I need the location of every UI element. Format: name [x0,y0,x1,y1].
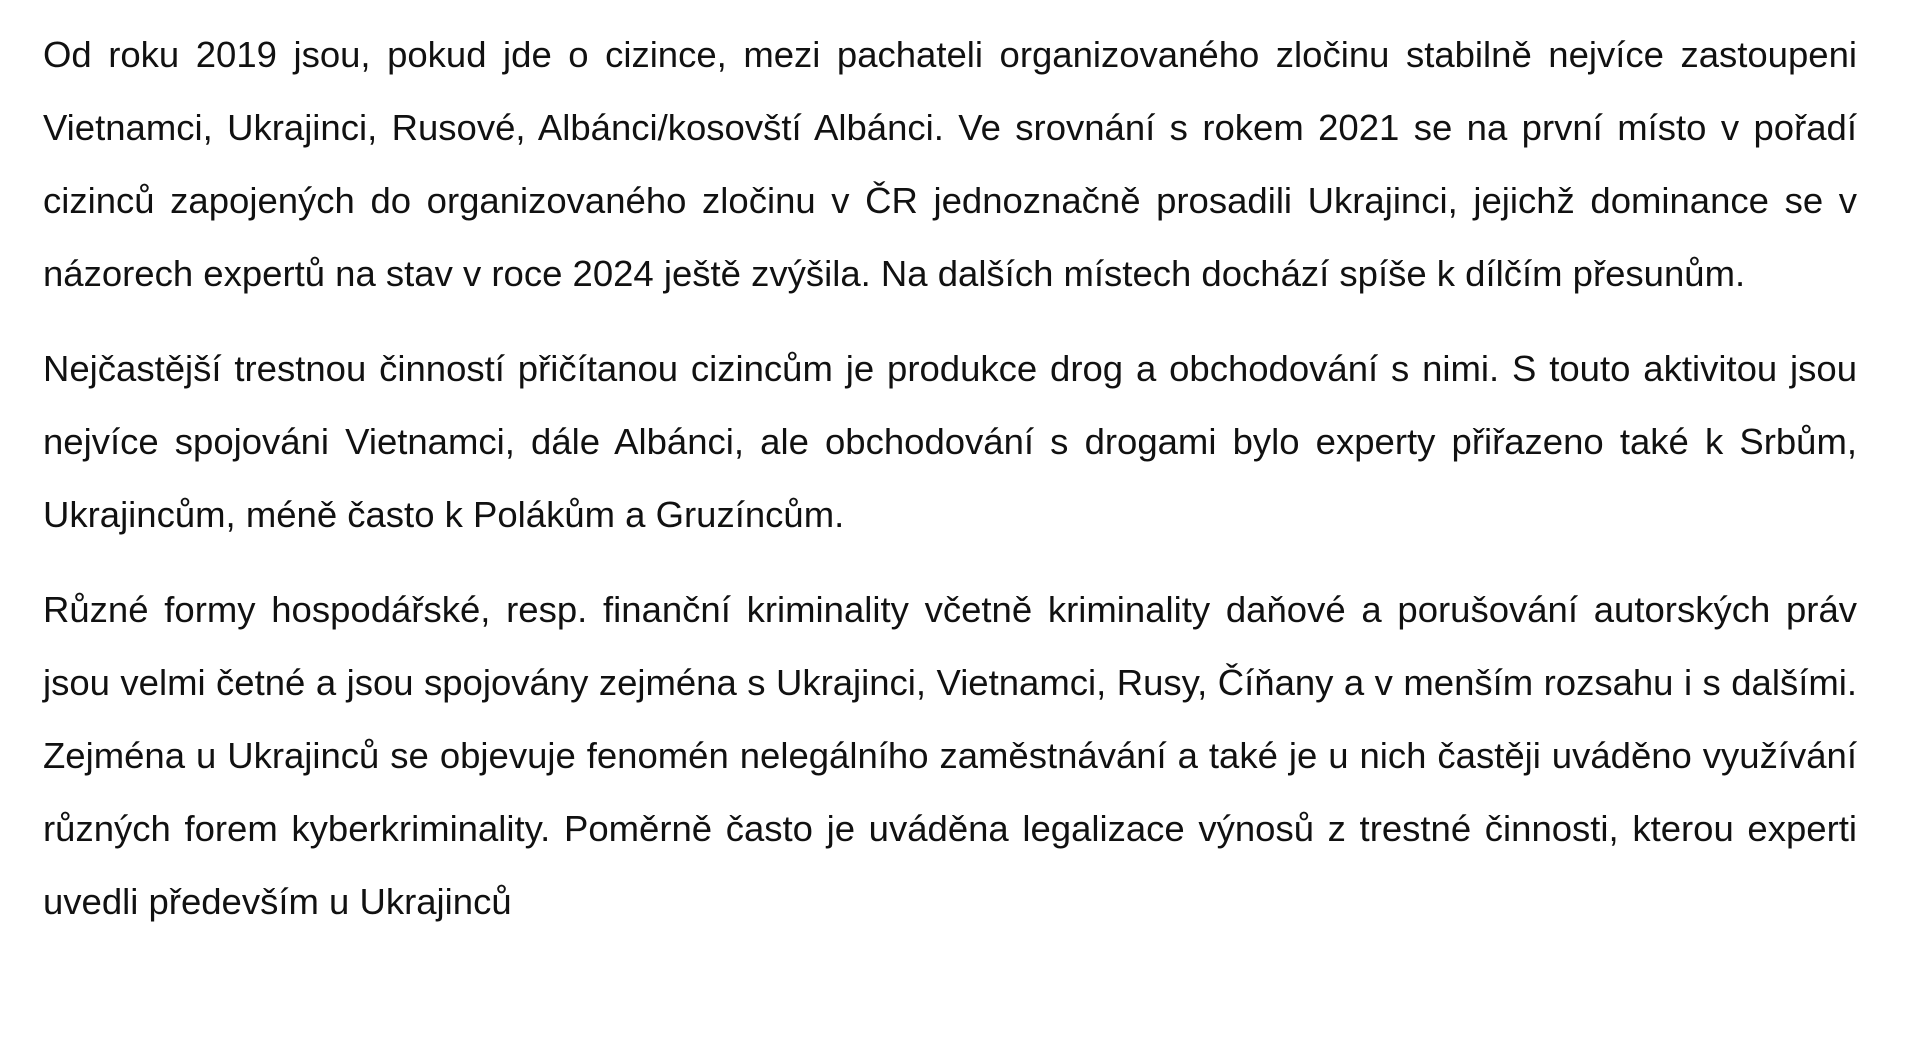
paragraph-economic-crime: Různé formy hospodářské, resp. finanční kriminality včetně kriminality daňové a porušování autorských práv jsou velmi četné a jsou spojovány zejména s Ukrajinci, Vietnamci, Rusy, Číňany a v menším rozsahu i s dalšími. Zejména u Ukrajinců se objevuje fenomén nelegálního zaměstnávání a také je u nich častěji uváděno využívání různých forem kyberkriminality. Poměrně často je uváděna legalizace výnosů z trestné činnosti, kterou experti uvedli především u Ukrajinců [43,589,1857,922]
paragraph-organized-crime-nationalities: Od roku 2019 jsou, pokud jde o cizince, mezi pachateli organizovaného zločinu stabilně nejvíce zastoupeni Vietnamci, Ukrajinci, Rusové, Albánci/kosovští Albánci. Ve srovnání s rokem 2021 se na první místo v pořadí cizinců zapojených do organizovaného zločinu v ČR jednoznačně prosadili Ukrajinci, jejichž dominance se v názorech expertů na stav v roce 2024 ještě zvýšila. Na dalších místech dochází spíše k dílčím přesunům. [43,34,1857,294]
document-page [43,18,1857,960]
paragraph-drug-crime: Nejčastější trestnou činností přičítanou cizincům je produkce drog a obchodování s nimi. S touto aktivitou jsou nejvíce spojováni Vietnamci, dále Albánci, ale obchodování s drogami bylo experty přiřazeno také k Srbům, Ukrajincům, méně často k Polákům a Gruzíncům. [43,348,1857,535]
